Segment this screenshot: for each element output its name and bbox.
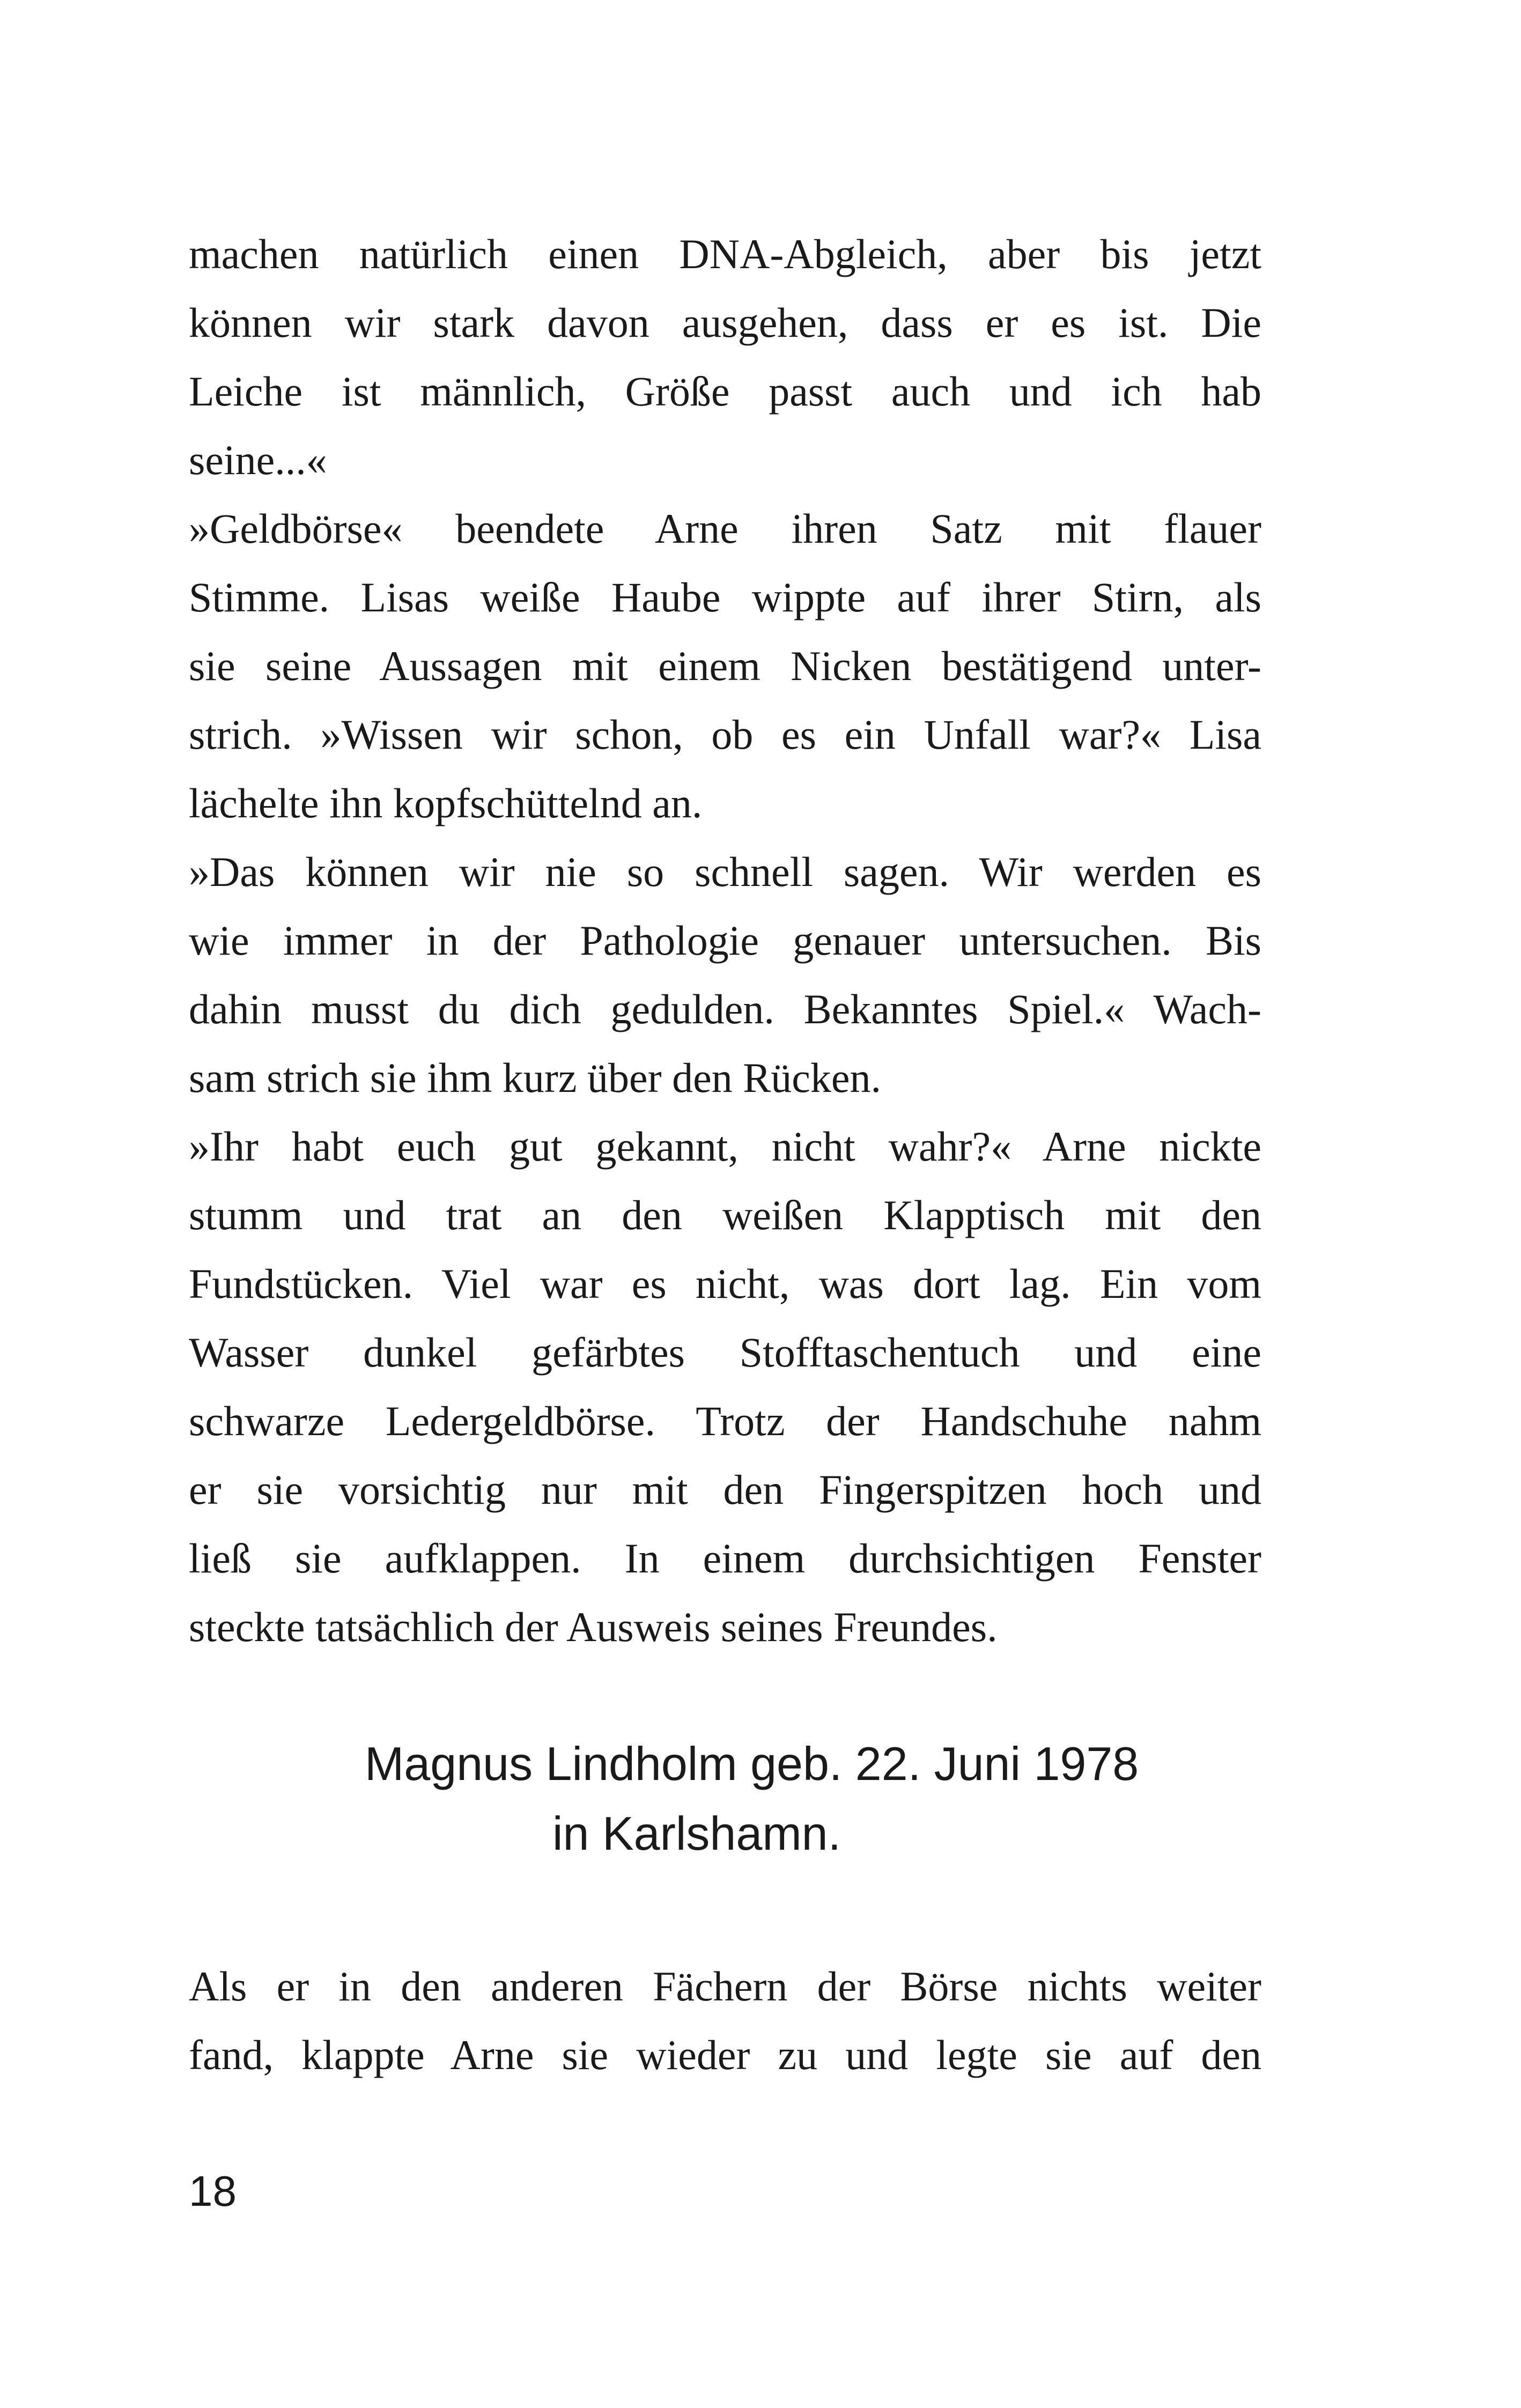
text-line: können wir stark davon ausgehen, dass er es ist. Die: [189, 299, 1261, 346]
text-line: steckte tatsächlich der Ausweis seines Freundes.: [189, 1604, 998, 1650]
text-line: »Ihr habt euch gut gekannt, nicht wahr?« Arne nickte: [189, 1123, 1261, 1170]
text-line: sie seine Aussagen mit einem Nicken bestätigend unter-: [189, 642, 1261, 689]
text-line: stumm und trat an den weißen Klapptisch mit den: [189, 1192, 1261, 1238]
body-text-continued: [189, 1952, 1261, 2089]
text-line: Leiche ist männlich, Größe passt auch und ich hab: [189, 368, 1261, 415]
text-line: »Das können wir nie so schnell sagen. Wir werden es: [189, 848, 1261, 895]
text-line: ließ sie aufklappen. In einem durchsichtigen Fenster: [189, 1535, 1261, 1582]
id-card-name-line: Magnus Lindholm geb. 22. Juni 1978: [365, 1737, 1139, 1790]
text-line: Wasser dunkel gefärbtes Stofftaschentuch und eine: [189, 1329, 1261, 1376]
text-line: Stimme. Lisas weiße Haube wippte auf ihrer Stirn, als: [189, 574, 1261, 621]
body-text: [189, 220, 1261, 1661]
text-line: er sie vorsichtig nur mit den Fingerspitzen hoch und: [189, 1466, 1261, 1513]
text-line: »Geldbörse« beendete Arne ihren Satz mit flauer: [189, 505, 1261, 552]
page-number: 18: [189, 2167, 237, 2215]
text-line: fand, klappte Arne sie wieder zu und legte sie auf den: [189, 2032, 1261, 2078]
text-line: wie immer in der Pathologie genauer untersuchen. Bis: [189, 917, 1261, 964]
text-line: Fundstücken. Viel war es nicht, was dort lag. Ein vom: [189, 1260, 1261, 1307]
text-line: machen natürlich einen DNA-Abgleich, aber bis jetzt: [189, 231, 1261, 277]
text-line: Als er in den anderen Fächern der Börse nichts weiter: [189, 1963, 1261, 2010]
text-line: lächelte ihn kopfschüttelnd an.: [189, 780, 703, 826]
text-line: strich. »Wissen wir schon, ob es ein Unfall war?« Lisa: [189, 711, 1261, 758]
text-line: dahin musst du dich gedulden. Bekanntes Spiel.« Wach-: [189, 986, 1261, 1032]
text-line: sam strich sie ihm kurz über den Rücken.: [189, 1054, 881, 1101]
id-card-place-line: in Karlshamn.: [552, 1807, 841, 1860]
text-line: schwarze Ledergeldbörse. Trotz der Handschuhe nahm: [189, 1398, 1261, 1444]
text-line: seine...«: [189, 437, 327, 483]
